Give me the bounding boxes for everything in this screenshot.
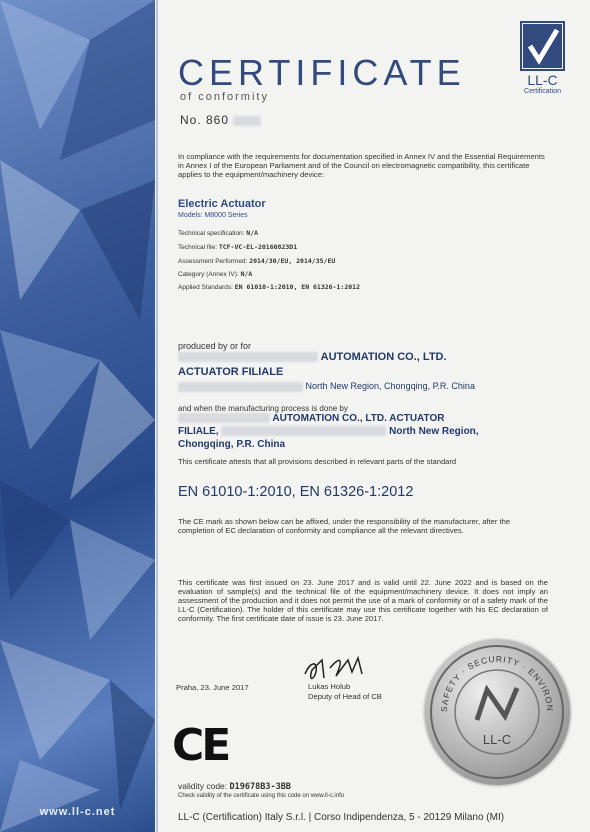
spec-row xyxy=(178,257,335,265)
website-link[interactable]: www.ll-c.net xyxy=(39,806,116,818)
ce-mark-text: The CE mark as shown below can be affixed, under the responsibility of the manufacturer, after the completion of EC declaration of conformity and compliance all the relevant directives. xyxy=(178,517,511,535)
validity-text: This certificate was first issued on 23. June 2017 and is valid until 22. June 2022 and is based on the evaluation of sample(s) and the technical file of the equipment/machinery device. It does not imply an assessment of the production and it does not permit the use of a mark of conformity or of a safety mark of the LL-C (Certification). The holder of this certificate may use this certificate together with his EC declaration of conformity. The first certificate date of issue is 23. June 2017. xyxy=(178,578,548,623)
redacted-block xyxy=(178,382,303,392)
manufacturer-name: AUTOMATION CO., LTD. ACTUATOR xyxy=(272,413,445,424)
producer-line-3 xyxy=(178,381,475,392)
logo-text: LL-C xyxy=(527,72,558,88)
check-validity-text: Check validity of the certificate using this code on www.ll-c.info xyxy=(178,793,345,799)
spec-row xyxy=(178,283,360,291)
product-models: Models: M8000 Series xyxy=(178,212,248,219)
producer-label: produced by or for xyxy=(178,341,252,351)
attest-text: This certificate attests that all provisions described in relevant parts of the standard xyxy=(178,457,457,466)
seal-ring-text: SAFETY · SECURITY · ENVIRON xyxy=(438,653,556,713)
page-title: CERTIFICATE xyxy=(178,52,466,93)
manufacturer-line-3: Chongqing, P.R. China xyxy=(178,439,286,450)
spec-value: EN 61010-1:2010, EN 61326-1:2012 xyxy=(234,283,360,291)
manufacturer-label: and when the manufacturing process is done by xyxy=(178,404,348,413)
ce-mark: CE xyxy=(172,720,229,771)
seal-graphic xyxy=(425,640,570,785)
spec-label: Assessment Performed: xyxy=(178,258,248,265)
producer-address: North New Region, Chongqing, P.R. China xyxy=(305,381,475,391)
divider xyxy=(156,0,158,832)
spec-value: TCF-VC-EL-20160823D1 xyxy=(218,243,298,251)
product-name: Electric Actuator xyxy=(178,198,266,210)
footer-address: LL-C (Certification) Italy S.r.l. | Corso Indipendenza, 5 - 20129 Milano (MI) xyxy=(178,812,505,823)
spec-value: N/A xyxy=(246,229,259,237)
validity-code-label: validity code: xyxy=(178,781,228,791)
logo-subtext: Certification xyxy=(524,88,561,95)
redacted-block xyxy=(178,352,318,362)
place-date: Praha, 23. June 2017 xyxy=(176,683,249,692)
spec-label: Applied Standards: xyxy=(178,284,233,291)
producer-line-2: ACTUATOR FILIALE xyxy=(178,366,284,378)
svg-text:SAFETY · SECURITY · ENVIRONMEN xyxy=(425,640,555,712)
spec-label: Category (Annex IV): xyxy=(178,271,239,278)
decorative-side-panel xyxy=(0,0,155,832)
seal-center-text: LL-C xyxy=(482,732,512,747)
manufacturer-line-1 xyxy=(178,413,444,424)
redacted-block xyxy=(233,116,261,126)
spec-label: Technical specification: xyxy=(178,230,245,237)
validity-code xyxy=(178,781,291,792)
standards-heading: EN 61010-1:2010, EN 61326-1:2012 xyxy=(178,484,414,500)
page-subtitle: of conformity xyxy=(180,91,269,103)
redacted-block xyxy=(178,413,270,423)
certificate-number xyxy=(180,113,261,127)
producer-line-1 xyxy=(178,351,447,363)
manufacturer-name-cont: FILIALE, xyxy=(178,426,219,437)
llc-logo xyxy=(515,20,570,100)
validity-code-value: D19678B3-3BB xyxy=(229,782,291,792)
manufacturer-line-2 xyxy=(178,426,479,437)
signature-graphic xyxy=(300,652,380,686)
producer-name: AUTOMATION CO., LTD. xyxy=(320,351,447,363)
spec-value: 2014/30/EU, 2014/35/EU xyxy=(249,257,336,265)
spec-value: N/A xyxy=(240,270,253,278)
redacted-block xyxy=(221,426,386,436)
certificate-number-text: No. 860 xyxy=(180,113,230,127)
signatory-role: Deputy of Head of CB xyxy=(308,692,382,701)
signatory-name: Lukas Holub xyxy=(308,682,351,691)
manufacturer-address: North New Region, xyxy=(389,426,479,437)
spec-row xyxy=(178,229,258,237)
crystal-pattern-graphic xyxy=(0,0,155,832)
spec-row xyxy=(178,270,252,278)
intro-text: In compliance with the requirements for documentation specified in Annex IV and the Essential Requirements in Annex I of the European Parliament and of the Council on electromagnetic compatibility, this certificate applies to the equipment/machinery device: xyxy=(178,152,545,179)
spec-row xyxy=(178,243,297,251)
spec-label: Technical file: xyxy=(178,244,218,251)
certification-seal xyxy=(425,640,570,785)
